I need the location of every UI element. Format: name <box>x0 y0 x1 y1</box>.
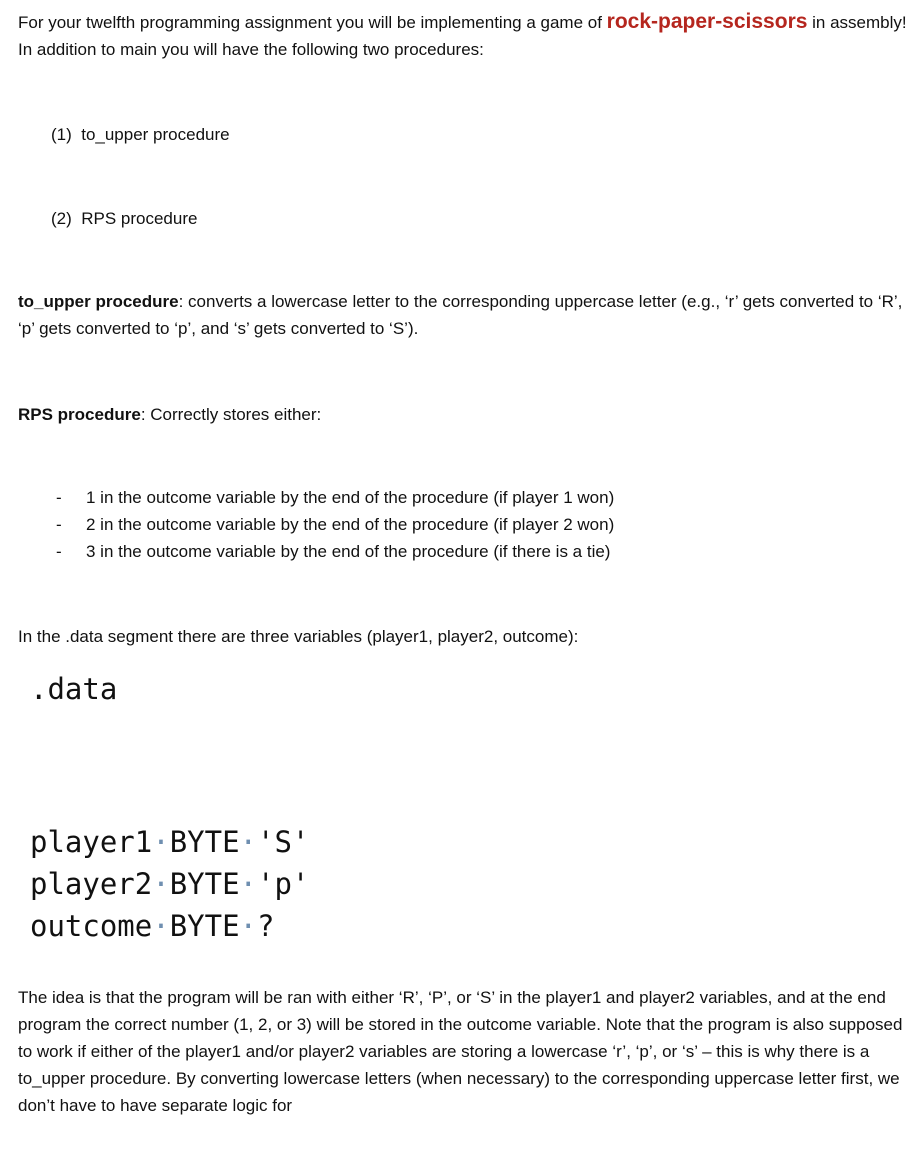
intro-paragraph <box>18 8 908 63</box>
code-var-name: player2 <box>30 867 153 901</box>
list-dash: - <box>56 488 62 507</box>
code-data-directive: .data <box>30 672 118 706</box>
procedure-item-rps: (2) RPS procedure <box>51 209 198 228</box>
code-var-name: outcome <box>30 909 153 943</box>
code-var-name: player1 <box>30 825 153 859</box>
rps-term: RPS procedure <box>18 405 141 424</box>
intro-text-after: in assembly! In addition to main you will have the following two procedures: <box>18 13 907 59</box>
code-line-player1 <box>30 825 309 859</box>
list-dash: - <box>56 542 62 561</box>
whitespace-marker: · <box>152 825 170 859</box>
to-upper-definition <box>18 288 908 342</box>
code-line-outcome <box>30 909 274 943</box>
closing-paragraph: The idea is that the program will be ran with either ‘R’, ‘P’, or ‘S’ in the player1 and player2 variables, and at the end program the correct number (1, 2, or 3) will be stored in the outcome variable. Note that the program is also supposed to work if either of the player1 and/or player2 variables are storing a lowercase ‘r’, ‘p’, or ‘s’ – this is why there is a to_upper procedure. By converting lowercase letters (when necessary) to the corresponding uppercase letter first, we don’t have to have separate logic for <box>18 988 903 1115</box>
code-var-type: BYTE <box>169 909 240 943</box>
list-dash: - <box>56 515 62 534</box>
data-segment-intro: In the .data segment there are three variables (player1, player2, outcome): <box>18 627 579 646</box>
list-item-text: 3 in the outcome variable by the end of the procedure (if there is a tie) <box>86 542 611 561</box>
list-item <box>18 484 614 511</box>
to-upper-term: to_upper procedure <box>18 292 179 311</box>
list-item <box>18 538 614 565</box>
intro-text-before: For your twelfth programming assignment you will be implementing a game of <box>18 13 607 32</box>
code-var-type: BYTE <box>169 825 240 859</box>
code-var-type: BYTE <box>169 867 240 901</box>
outcome-list <box>18 484 614 565</box>
rps-text: : Correctly stores either: <box>140 405 322 424</box>
code-var-value: ? <box>257 909 275 943</box>
whitespace-marker: · <box>239 909 257 943</box>
list-item-text: 1 in the outcome variable by the end of the procedure (if player 1 won) <box>86 488 615 507</box>
rps-definition <box>18 401 321 428</box>
whitespace-marker: · <box>152 909 170 943</box>
intro-highlight: rock-paper-scissors <box>606 10 808 33</box>
list-item <box>18 511 614 538</box>
whitespace-marker: · <box>152 867 170 901</box>
to-upper-text: : converts a lowercase letter to the corresponding uppercase letter (e.g., ‘r’ gets converted to ‘R’, ‘p’ gets converted to ‘p’, and ‘s’ gets converted to ‘S’). <box>18 292 903 338</box>
whitespace-marker: · <box>239 825 257 859</box>
code-line-player2 <box>30 867 309 901</box>
code-var-value: 'p' <box>257 867 310 901</box>
code-var-value: 'S' <box>257 825 310 859</box>
list-item-text: 2 in the outcome variable by the end of the procedure (if player 2 won) <box>86 515 615 534</box>
procedure-item-to-upper: (1) to_upper procedure <box>51 125 230 144</box>
whitespace-marker: · <box>239 867 257 901</box>
